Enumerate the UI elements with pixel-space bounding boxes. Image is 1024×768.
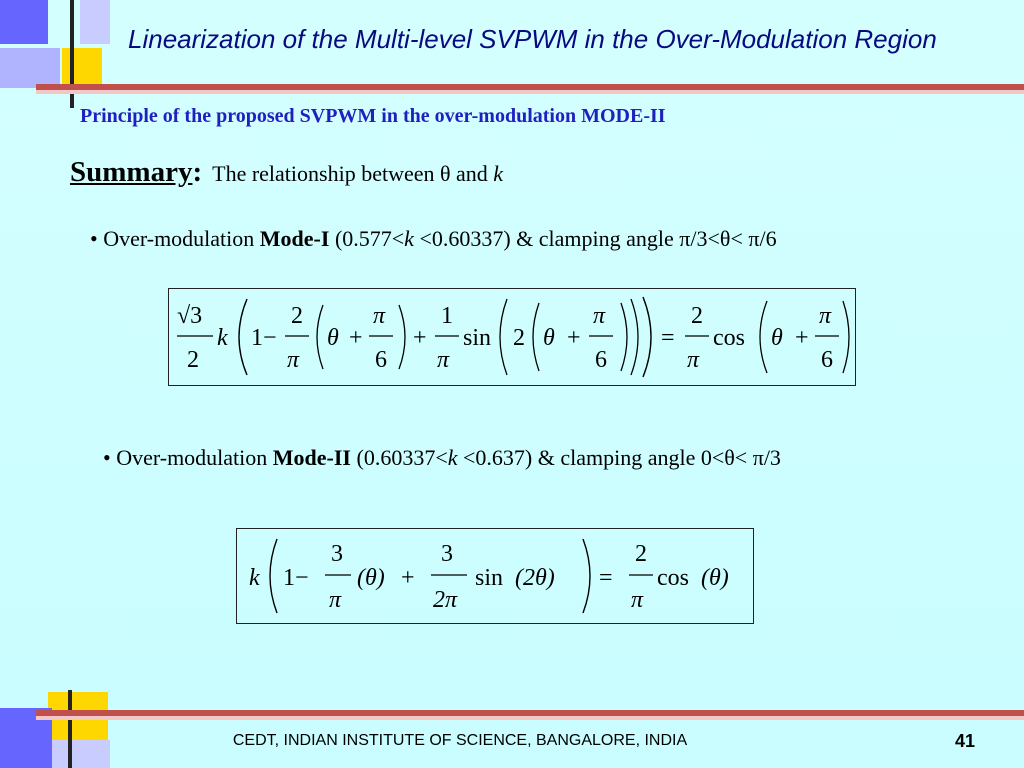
eq2-equals: = [599, 565, 613, 591]
equation-mode-2 [237, 529, 753, 623]
eq2-theta: (θ) [357, 565, 385, 591]
summary-colon: : [192, 156, 203, 188]
bullet-2-range-pre: (0.60337< [351, 445, 448, 470]
slide-title: Linearization of the Multi-level SVPWM in the Over-Modulation Region [128, 24, 937, 54]
summary-text-pre: The relationship between θ and [212, 161, 494, 186]
eq2-plus: + [401, 565, 415, 591]
equation-mode-1-box [168, 288, 856, 386]
eq1-num-pi-2: π [593, 303, 606, 329]
slide-subtitle: Principle of the proposed SVPWM in the over-modulation MODE-II [80, 105, 666, 127]
bullet-1-range-pre: (0.577< [329, 226, 405, 251]
eq2-cos: cos [657, 565, 689, 591]
equation-mode-1 [169, 289, 855, 385]
eq2-theta-cos: (θ) [701, 565, 729, 591]
eq2-two-theta: (2θ) [515, 565, 555, 591]
eq2-num-3b: 3 [441, 541, 453, 567]
deco-vertical-line-bottom [68, 690, 72, 768]
eq1-den-pi-3: π [687, 347, 700, 373]
eq2-one-minus: 1− [283, 565, 309, 591]
deco-square-lightblue-top [0, 48, 60, 88]
bullet-1-prefix: • Over-modulation [90, 226, 260, 251]
summary-text [212, 161, 503, 186]
eq1-cos: cos [713, 325, 745, 351]
eq2-den-pi-2: π [631, 587, 644, 613]
eq2-num-3: 3 [331, 541, 343, 567]
bullet-2-range-post: <0.637) & clamping angle 0<θ< π/3 [457, 445, 781, 470]
eq1-den-6-3: 6 [821, 347, 833, 373]
bullet-mode-1 [90, 226, 777, 252]
deco-square-lightblue-bottom [52, 740, 110, 768]
bullet-2-prefix: • Over-modulation [103, 445, 273, 470]
summary-line [70, 156, 503, 189]
bullet-1-range-k: k [404, 226, 414, 251]
bullet-2-range-k: k [447, 445, 458, 470]
deco-square-yellow-top [62, 48, 102, 86]
eq1-plus-1: + [349, 325, 363, 351]
eq1-sin: sin [463, 325, 492, 351]
eq1-num-pi-1: π [373, 303, 386, 329]
eq2-k: k [249, 565, 260, 591]
eq2-den-pi: π [329, 587, 342, 613]
eq2-sin: sin [475, 565, 504, 591]
eq1-den-pi-2: π [437, 347, 450, 373]
eq1-sqrt3: √3 [177, 303, 203, 329]
eq1-plus-2: + [413, 325, 427, 351]
bullet-2-mode: Mode-II [272, 445, 351, 470]
eq1-den-pi: π [287, 347, 300, 373]
eq1-equals: = [661, 325, 675, 351]
eq1-one-minus: 1− [251, 325, 277, 351]
eq1-k: k [217, 325, 228, 351]
bullet-mode-2 [103, 445, 781, 471]
eq1-num-2b: 2 [691, 303, 703, 329]
eq1-num-1: 1 [441, 303, 453, 329]
summary-text-k: k [493, 161, 504, 186]
eq2-den-2pi: 2π [433, 587, 458, 613]
eq1-plus-4: + [795, 325, 809, 351]
eq1-plus-3: + [567, 325, 581, 351]
eq1-theta-3: θ [771, 325, 783, 351]
eq1-theta-1: θ [327, 325, 339, 351]
eq1-den-6-1: 6 [375, 347, 387, 373]
summary-heading: Summary [70, 156, 193, 188]
eq1-num-2: 2 [291, 303, 303, 329]
bullet-1-mode: Mode-I [259, 226, 330, 251]
eq2-num-2: 2 [635, 541, 647, 567]
bullet-1-range-post: <0.60337) & clamping angle π/3<θ< π/6 [413, 226, 777, 251]
eq1-denom-2: 2 [187, 347, 199, 373]
eq1-den-6-2: 6 [595, 347, 607, 373]
page-number: 41 [955, 731, 976, 751]
title-rule-shadow [36, 90, 1024, 94]
footer-text: CEDT, INDIAN INSTITUTE OF SCIENCE, BANGALORE, INDIA [232, 732, 688, 749]
eq1-two: 2 [513, 325, 525, 351]
equation-mode-2-box [236, 528, 754, 624]
eq1-num-pi-3: π [819, 303, 832, 329]
footer-rule-shadow [36, 716, 1024, 720]
eq1-theta-2: θ [543, 325, 555, 351]
deco-square-lightblue-top2 [80, 0, 110, 44]
deco-square-blue-top [0, 0, 48, 44]
eq1-paren-open-big [239, 299, 247, 375]
